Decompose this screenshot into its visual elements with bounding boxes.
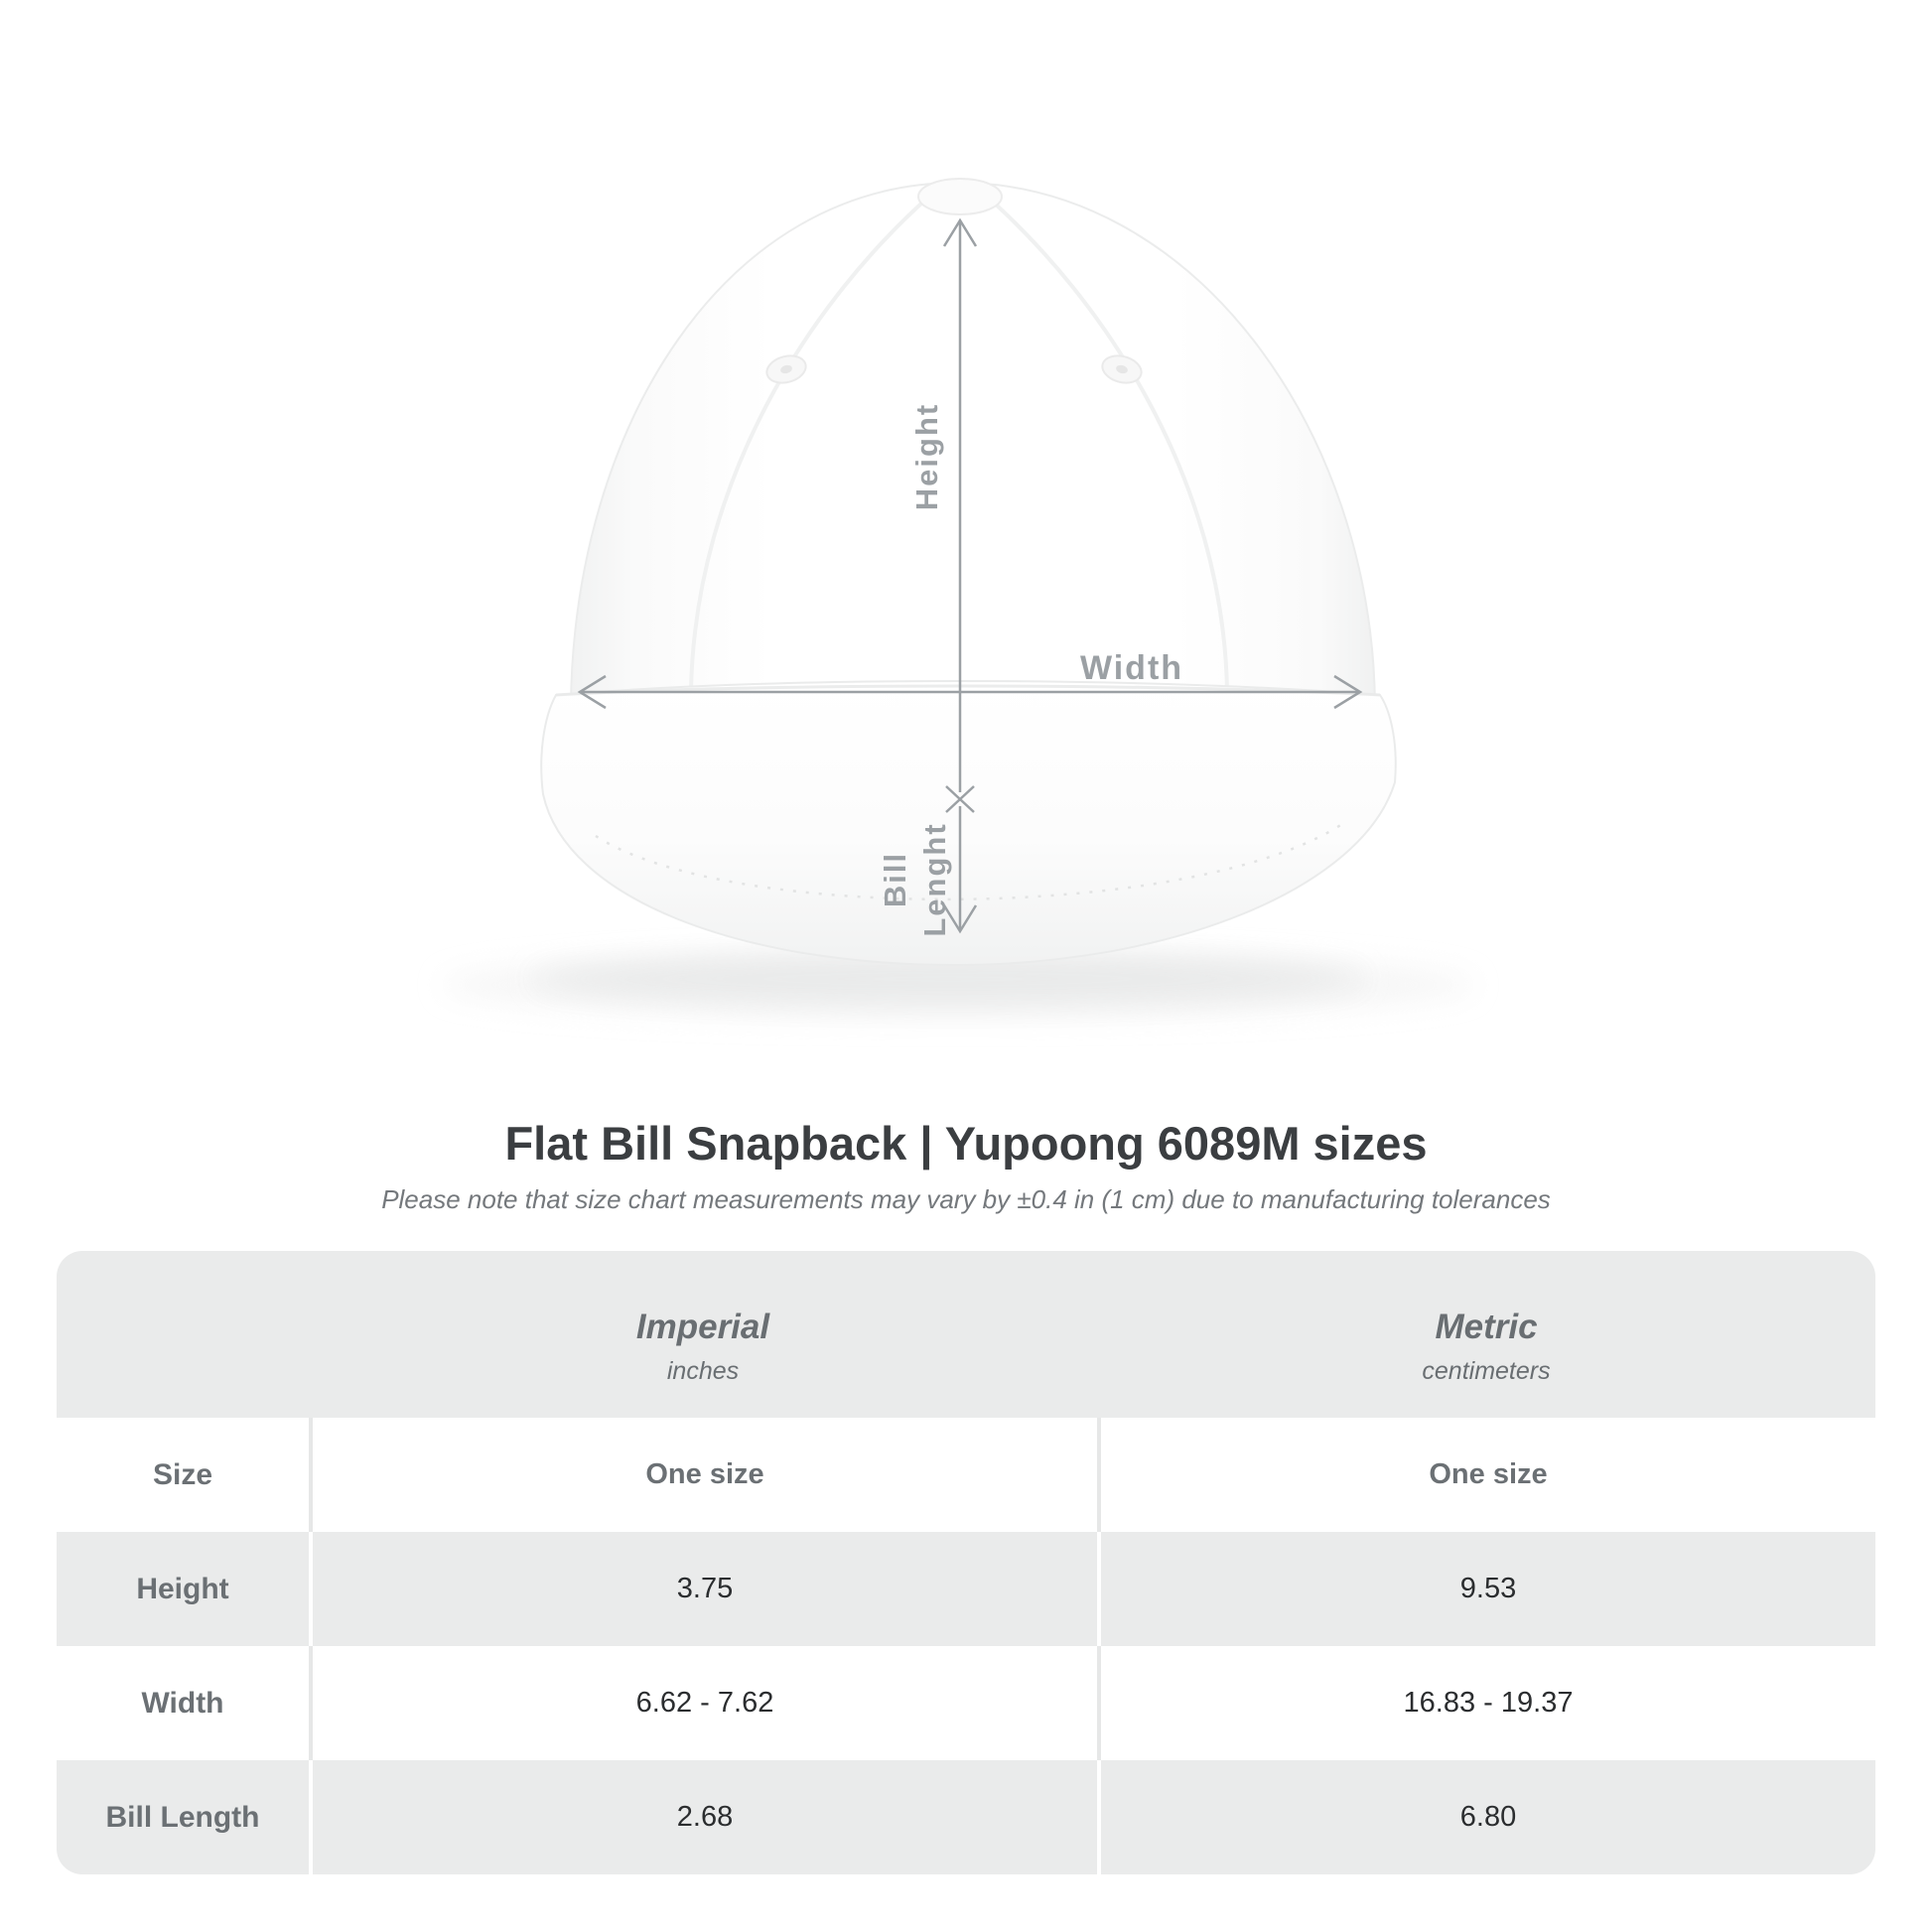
row-imperial-value: 6.62 - 7.62 [309,1646,1097,1760]
table-header-metric [1097,1251,1875,1418]
row-label: Height [136,1572,229,1605]
imperial-header-label: Imperial [635,1307,770,1346]
hat-top-button [918,179,1002,214]
bill-length-dimension-label-line2: Lenght [917,822,952,937]
table-row-width [57,1646,1875,1760]
row-metric-value: 6.80 [1097,1760,1875,1874]
table-header-spacer [57,1251,309,1418]
hat-illustration [442,179,1474,1017]
row-label: Width [141,1686,224,1720]
table-row-height [57,1532,1875,1646]
table-header-row [57,1251,1875,1418]
row-imperial-value: One size [309,1418,1097,1532]
table-header-imperial [309,1251,1097,1418]
height-dimension-label: Height [909,402,944,511]
imperial-header-unit: inches [666,1356,740,1385]
row-imperial-value: 3.75 [309,1532,1097,1646]
table-row-size [57,1418,1875,1532]
hat-crown [571,183,1375,705]
page-title: Flat Bill Snapback | Yupoong 6089M sizes [504,1117,1428,1170]
metric-header-unit: centimeters [1422,1356,1551,1385]
row-label: Size [152,1457,213,1491]
table-row-bill-length [57,1760,1875,1874]
width-dimension-label: Width [1079,649,1184,687]
row-metric-value: 9.53 [1097,1532,1875,1646]
row-label: Bill Length [105,1800,260,1834]
size-table [57,1251,1875,1874]
hat-bill [541,681,1396,965]
row-imperial-value: 2.68 [309,1760,1097,1874]
row-metric-value: 16.83 - 19.37 [1097,1646,1875,1760]
row-metric-value: One size [1097,1418,1875,1532]
metric-header-label: Metric [1435,1307,1538,1346]
bill-length-dimension-label-line1: Bill [878,851,912,908]
page-subtitle: Please note that size chart measurements may vary by ±0.4 in (1 cm) due to manufacturing tolerances [381,1184,1551,1214]
